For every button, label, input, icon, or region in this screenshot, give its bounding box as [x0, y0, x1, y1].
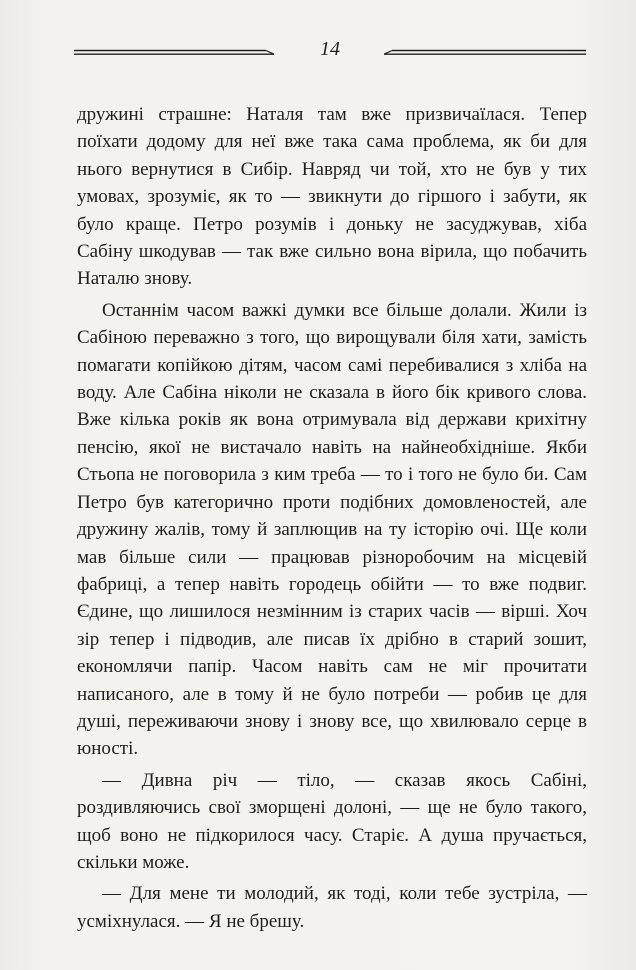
- page-number: 14: [320, 38, 340, 60]
- paragraph-3: — Дивна річ — тіло, — сказав якось Сабіні, роздивляючись свої зморщені долоні, — ще не було такого, щоб воно не підкорилося часу. Старіє. А душа пручається, скільки може.: [77, 769, 587, 873]
- page-header: [74, 36, 586, 72]
- paragraph-2: Останнім часом важкі думки все більше долали. Жили із Сабіною переважно з того, що вирощували біля хати, замість помагати копійкою дітям, часом самі перебивалися з хліба на воду. Але Сабіна ніколи не сказала в його бік кривого слова. Вже кілька років як вона отримувала від держави крихітну пенсію, якої не вистачало навіть на найнеобхідніше. Якби Стьопа не поговорила з ким треба — то і того не було би. Сам Петро був категорично проти подібних домовленостей, але дружину жалів, тому й заплющив на ту історію очі. Ще коли мав більше сили — працював різноробочим на місцевій фабриці, а тепер навіть городець обійти — то вже подвиг. Єдине, що лишилося незмінним із старих часів — вірші. Хоч зір тепер і підводив, але писав їх дрібно в старий зошит, економлячи папір. Часом навіть сам не міг прочитати написаного, але в тому й не було потреби — робив це для душі, переживаючи знову і знову все, що хвилювало серце в юності.: [77, 299, 587, 760]
- header-rule-right: [384, 49, 586, 56]
- body-text: [77, 101, 587, 939]
- paragraph-1: дружині страшне: Наталя там вже призвичаїлася. Тепер поїхати додому для неї вже така сама проблема, як би для нього вернутися в Сибір. Навряд чи той, хто не був у тих умовах, зрозуміє, як то — звикнути до гіршого і забути, як було краще. Петро розумів і доньку не засуджував, хіба Сабіну шкодував — так вже сильно вона вірила, що побачить Наталю знову.: [77, 104, 587, 290]
- paragraph-4: — Для мене ти молодий, як тоді, коли тебе зустріла, — усміхнулася. — Я не брешу.: [77, 883, 587, 932]
